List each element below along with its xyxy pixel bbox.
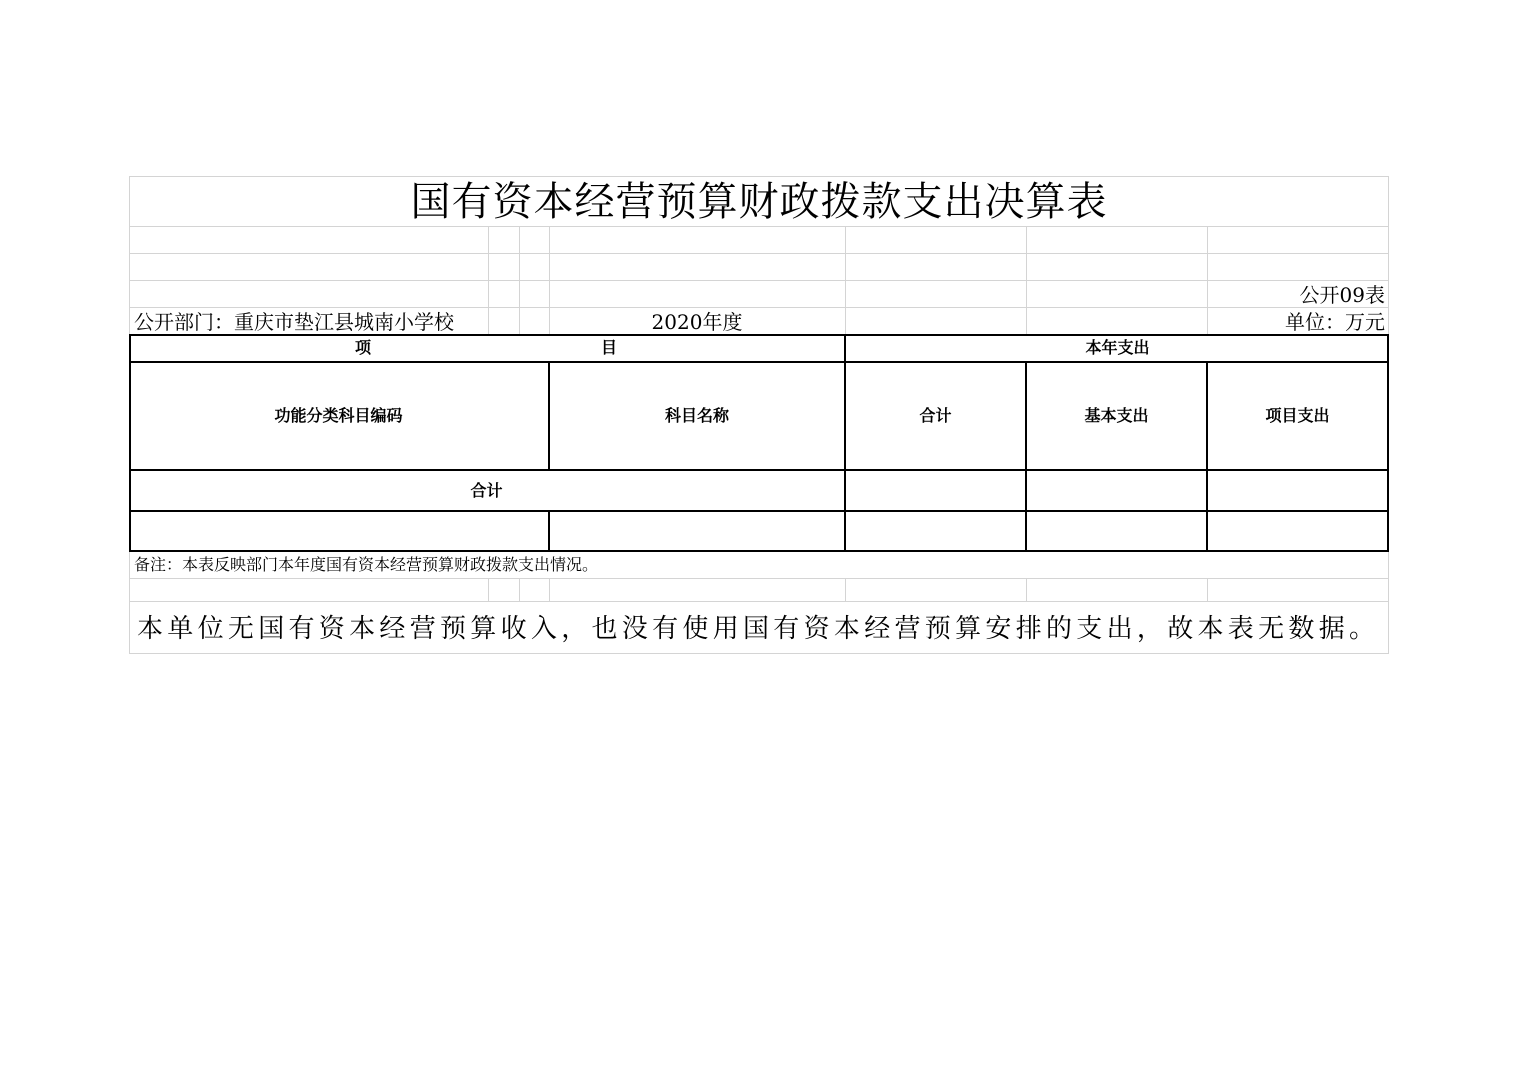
header-item-right: 目 [601,338,618,357]
grid-line [488,578,489,601]
grid-line [1026,578,1027,601]
unit-label: 单位：万元 [1285,310,1385,334]
budget-sheet [129,176,1389,654]
grid-line [129,280,1389,281]
table-border [1025,361,1027,552]
header-current-year: 本年支出 [1085,338,1150,357]
page-title: 国有资本经营预算财政拨款支出决算表 [410,179,1108,225]
grid-line [129,653,1389,654]
grid-line [1207,226,1208,334]
no-data-message: 本单位无国有资本经营预算收入，也没有使用国有资本经营预算安排的支出，故本表无数据。 [137,614,1380,644]
grid-line [845,226,846,334]
table-border [1387,334,1389,552]
header-subject-name: 科目名称 [664,406,729,425]
grid-line [129,307,1389,308]
table-border [129,469,1389,471]
department-label: 公开部门：重庆市垫江县城南小学校 [134,310,454,334]
grid-line [129,601,1389,602]
header-item-left: 项 [355,338,372,357]
grid-line [129,253,1389,254]
table-border [129,550,1389,552]
grid-line [488,226,489,334]
table-border [129,334,1389,336]
header-func-code: 功能分类科目编码 [274,406,403,425]
table-border [548,510,550,552]
table-border [129,334,131,552]
table-border [129,510,1389,512]
header-basic: 基本支出 [1084,406,1149,425]
header-total: 合计 [919,406,952,425]
grid-line [519,578,520,601]
grid-line [129,578,1389,579]
year-label: 2020年度 [651,310,743,334]
remark: 备注：本表反映部门本年度国有资本经营预算财政拨款支出情况。 [134,555,599,574]
table-border [844,334,846,552]
header-project: 项目支出 [1265,406,1330,425]
total-row-label: 合计 [470,481,503,500]
grid-line [1207,578,1208,601]
table-number: 公开09表 [1299,283,1385,307]
table-border [1206,361,1208,552]
grid-line [1026,226,1027,334]
grid-line [129,226,1389,227]
grid-line [129,176,1389,177]
grid-line [845,578,846,601]
table-border [129,361,1389,363]
grid-line [549,578,550,601]
grid-line [519,226,520,334]
